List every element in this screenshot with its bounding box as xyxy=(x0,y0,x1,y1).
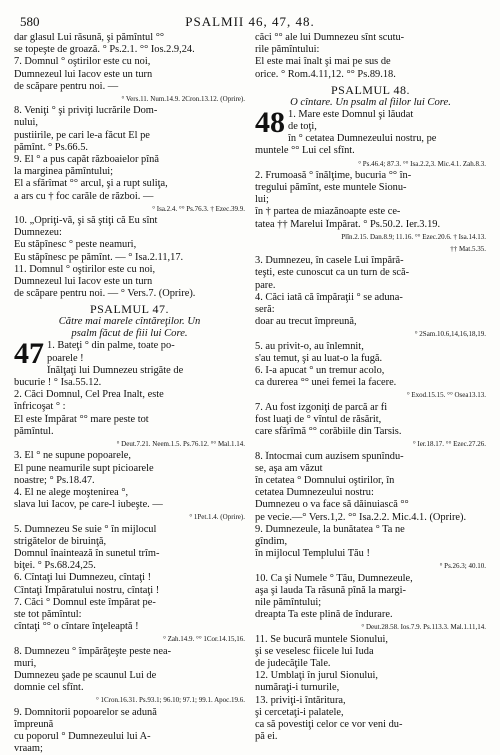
verse-line: Dumnezeul lui Iacov este un turn xyxy=(14,276,153,288)
verse-line: de scăpare pentru noi. — ° Vers.7. (Oprire). xyxy=(14,288,196,300)
verse-line: de scăpare pentru noi. — xyxy=(14,80,119,92)
verse-line: pustiirile, pe cari le-a făcut El pe xyxy=(14,129,150,141)
verse-line: 8. Veniţi ° şi priviţi lucrările Dom- xyxy=(14,105,158,117)
psalm-47-subtitle: Către mai marele cîntăreţilor. Un xyxy=(58,316,201,328)
verse-line: 10. „Opriţi-vă, şi să ştiţi că Eu sînt xyxy=(14,215,158,227)
verse-line: domnie cel sfînt. xyxy=(14,682,84,694)
verse-line: 4. Căci iată că împăraţii ° se aduna- xyxy=(255,291,403,303)
cross-reference: ° Vers.11. Num.14.9. 2Cron.13.12. (Oprire). xyxy=(121,95,245,104)
verse-line: 1. Mare este Domnul şi lăudat xyxy=(288,108,414,120)
verse-line: s'au temut, şi au luat-o la fugă. xyxy=(255,352,383,364)
verse-line: 8. Întocmai cum auzisem spunîndu- xyxy=(255,450,404,462)
verse-line: se topeşte de groază. ° Ps.2.1. °° Ios.2.9,24. xyxy=(14,44,195,56)
verse-line: în cetatea ° Domnului oştirilor, în xyxy=(255,474,395,486)
verse-line: pămînt. ° Ps.66.5. xyxy=(14,141,89,153)
left-column xyxy=(14,32,245,755)
verse-line: 1. Bateţi ° din palme, toate po- xyxy=(47,340,175,352)
verse-line: ca durerea °° unei femei la facere. xyxy=(255,377,397,389)
verse-line: nile pămîntului; xyxy=(255,596,322,608)
running-title: PSALMII 46, 47, 48. xyxy=(185,14,315,29)
verse-line: cîntaţi °° o cîntare înţeleaptă ! xyxy=(14,621,139,633)
verse-line: muri, xyxy=(14,657,37,669)
verse-line: în ° cetatea Dumnezeului nostru, pe xyxy=(288,133,437,145)
verse-line: Cîntaţi Împăratului nostru, cîntaţi ! xyxy=(14,584,160,596)
verse-line: 11. Se bucură muntele Sionului, xyxy=(255,633,388,645)
cross-reference: ° Isa.2.4. °° Ps.76.3. † Ezec.39.9. xyxy=(152,204,245,213)
verse-line: El pune neamurile supt picioarele xyxy=(14,462,154,474)
cross-reference: Plîn.2.15. Dan.8.9; 11.16. °° Ezec.20.6. † Isa.14.13. xyxy=(341,232,486,241)
psalm-47-subtitle: psalm făcut de fiii lui Core. xyxy=(71,328,188,340)
verse-line: 8. Dumnezeu ° împărăţeşte peste nea- xyxy=(14,645,172,657)
verse-line: 12. Umblaţi în jurul Sionului, xyxy=(255,670,378,682)
verse-line: fost luaţi de ° vîntul de răsărit, xyxy=(255,413,382,425)
verse-line: rile pămîntului: xyxy=(255,44,320,56)
verse-line: Eu stăpînesc ° peste neamuri, xyxy=(14,239,137,251)
verse-line: pe vecie.—° Vers.1,2. °° Isa.2.2. Mic.4.1. (Oprire). xyxy=(255,511,467,523)
verse-line: şi cercetaţi-i palatele, xyxy=(255,706,344,718)
verse-line: se, aşa am văzut xyxy=(255,462,323,474)
verse-line: Eu stăpînesc pe pămînt. — ° Isa.2.11,17. xyxy=(14,251,184,263)
verse-line: dreapta Ta este plină de îndurare. xyxy=(255,609,393,621)
verse-line: biţei. ° Ps.68.24,25. xyxy=(14,560,96,572)
verse-line: tatea †† Marelui Împărat. ° Ps.50.2. Ier.3.19. xyxy=(255,218,441,230)
cross-reference: ° Deut.7.21. Neem.1.5. Ps.76.12. °° Mal.1.14. xyxy=(116,440,245,449)
verse-line: împreună xyxy=(14,718,54,730)
verse-line: 9. Dumnezeule, la bunătatea ° Ta ne xyxy=(255,523,405,535)
verse-line: strigătelor de biruinţă, xyxy=(14,535,107,547)
cross-reference: ° Ps.46.4; 87.3. °° Isa.2.2,3. Mic.4.1. Zah.8.3. xyxy=(358,159,486,168)
verse-line: seră: xyxy=(255,304,275,316)
cross-reference: ° Deut.28.58. Ios.7.9. Ps.113.3. Mal.1.11,14. xyxy=(361,623,486,632)
cross-reference: ° Ier.18.17. °° Ezec.27.26. xyxy=(412,440,486,449)
cross-reference: ° Ps.26.3; 40.10. xyxy=(439,562,486,571)
right-column xyxy=(255,32,486,755)
verse-line: 3. El ° ne supune popoarele, xyxy=(14,450,131,462)
verse-line: 4. El ne alege moştenirea °, xyxy=(14,486,129,498)
page-number: 580 xyxy=(20,14,40,29)
verse-line: 7. Au fost izgoniţi de parcă ar fi xyxy=(255,401,388,413)
verse-line: de toţi, xyxy=(288,121,317,133)
cross-reference: ° 1Cron.16.31. Ps.93.1; 96.10; 97.1; 99.1. Apoc.19.6. xyxy=(95,696,245,705)
verse-line: pămîntul. xyxy=(14,425,54,437)
verse-line: Domnul înaintează în sunetul trîm- xyxy=(14,547,160,559)
verse-line: pă ei. xyxy=(255,731,278,743)
verse-line: şi se veselesc fiicele lui Iuda xyxy=(255,645,374,657)
verse-line: de judecăţile Tale. xyxy=(255,657,331,669)
verse-line: 13. priviţi-i întăritura, xyxy=(255,694,346,706)
verse-line: vraam; xyxy=(14,743,43,755)
cross-reference: ° 1Pet.1.4. (Oprire). xyxy=(189,513,245,522)
verse-line: 11. Domnul ° oştirilor este cu noi, xyxy=(14,263,156,275)
verse-line: pare. xyxy=(255,279,276,291)
verse-line: Înălţaţi lui Dumnezeu strigăte de xyxy=(47,364,184,376)
cross-reference: ° Exod.15.15. °° Osea13.13. xyxy=(406,391,486,400)
verse-line: 3. Dumnezeu, în casele Lui împără- xyxy=(255,255,404,267)
verse-line: număraţi-i turnurile, xyxy=(255,682,340,694)
verse-line: 6. Cîntaţi lui Dumnezeu, cîntaţi ! xyxy=(14,572,152,584)
verse-line: muntele °° Lui cel sfînt. xyxy=(255,145,355,157)
verse-line: El este Împărat °° mare peste tot xyxy=(14,413,149,425)
verse-line: lui; xyxy=(255,194,269,206)
verse-line: 5. Dumnezeu Se suie ° în mijlocul xyxy=(14,523,157,535)
verse-line: 5. au privit-o, au înlemnit, xyxy=(255,340,364,352)
verse-line: teşti, este cunoscut ca un turn de scă- xyxy=(255,267,410,279)
verse-line: 7. Domnul ° oştirilor este cu noi, xyxy=(14,56,151,68)
verse-line: cetatea Dumnezeului nostru: xyxy=(255,487,374,499)
verse-line: 7. Căci ° Domnul este împărat pe- xyxy=(14,596,156,608)
psalm-48-title: PSALMUL 48. xyxy=(330,82,411,97)
verse-line: slava lui Iacov, pe care-l iubeşte. — xyxy=(14,499,163,511)
verse-line: nului, xyxy=(14,117,38,129)
verse-line: Dumnezeul lui Iacov este un turn xyxy=(14,68,153,80)
verse-line: tregului pămînt, este muntele Sionu- xyxy=(255,182,407,194)
verse-line: El este mai înalt şi mai pe sus de xyxy=(255,56,391,68)
verse-line: bucurie ! ° Isa.55.12. xyxy=(14,377,102,389)
verse-line: noastre; ° Ps.18.47. xyxy=(14,474,95,486)
cross-reference: ° Zah.14.9. °° 1Cor.14.15,16. xyxy=(163,635,245,644)
psalm-48-subtitle: O cîntare. Un psalm al fiilor lui Core. xyxy=(290,96,451,108)
verse-line: 2. Căci Domnul, Cel Prea Inalt, este xyxy=(14,389,164,401)
verse-line: 6. I-a apucat ° un tremur acolo, xyxy=(255,365,385,377)
verse-line: care sfărîmă °° corăbiile din Tarsis. xyxy=(255,426,402,438)
verse-line: Dumnezeu o va face să dăinuiască °° xyxy=(255,499,409,511)
psalm-47-title: PSALMUL 47. xyxy=(89,302,170,317)
verse-line: orice. ° Rom.4.11,12. °° Ps.89.18. xyxy=(255,68,396,80)
verse-line: doar au trecut împreună, xyxy=(255,316,357,328)
verse-line: la marginea pămîntului; xyxy=(14,166,114,178)
verse-line: căci °° ale lui Dumnezeu sînt scutu- xyxy=(255,32,405,43)
verse-line: în mijlocul Templului Tău ! xyxy=(255,548,370,560)
text-columns xyxy=(14,32,486,755)
verse-line: 9. El ° a pus capăt războaielor pînă xyxy=(14,154,159,166)
page-header xyxy=(14,10,486,32)
verse-line: Dumnezeu şade pe scaunul Lui de xyxy=(14,669,157,681)
verse-line: El a sfărîmat °° arcul, şi a rupt suliţa, xyxy=(14,178,168,190)
verse-line: 9. Domnitorii popoarelor se adună xyxy=(14,706,157,718)
cross-reference: †† Mat.5.35. xyxy=(450,245,486,254)
verse-line: cu poporul ° Dumnezeului lui A- xyxy=(14,730,151,742)
verse-line: 10. Ca şi Numele ° Tău, Dumnezeule, xyxy=(255,572,413,584)
verse-line: Dumnezeu: xyxy=(14,227,62,239)
verse-line: dar glasul Lui răsună, şi pămîntul °° xyxy=(14,32,164,43)
verse-line: ca să povestiţi celor ce vor veni du- xyxy=(255,718,403,730)
verse-line: în † partea de miazănoapte este ce- xyxy=(255,206,401,218)
verse-line: ste tot pămîntul: xyxy=(14,608,82,620)
psalm-48-number: 48 xyxy=(255,105,285,139)
verse-line: înfricoşat ° : xyxy=(14,401,66,413)
cross-reference: ° 2Sam.10.6,14,16,18,19. xyxy=(414,330,486,339)
verse-line: gîndim, xyxy=(255,535,288,547)
verse-line: poarele ! xyxy=(47,352,84,364)
psalm-48-opening xyxy=(255,105,486,146)
verse-line: a ars cu † foc carăle de război. — xyxy=(14,190,154,202)
verse-line: aşa şi lauda Ta răsună pînă la margi- xyxy=(255,584,406,596)
verse-line: 2. Frumoasă ° înălţime, bucuria °° în- xyxy=(255,169,412,181)
psalm-47-number: 47 xyxy=(14,337,44,371)
